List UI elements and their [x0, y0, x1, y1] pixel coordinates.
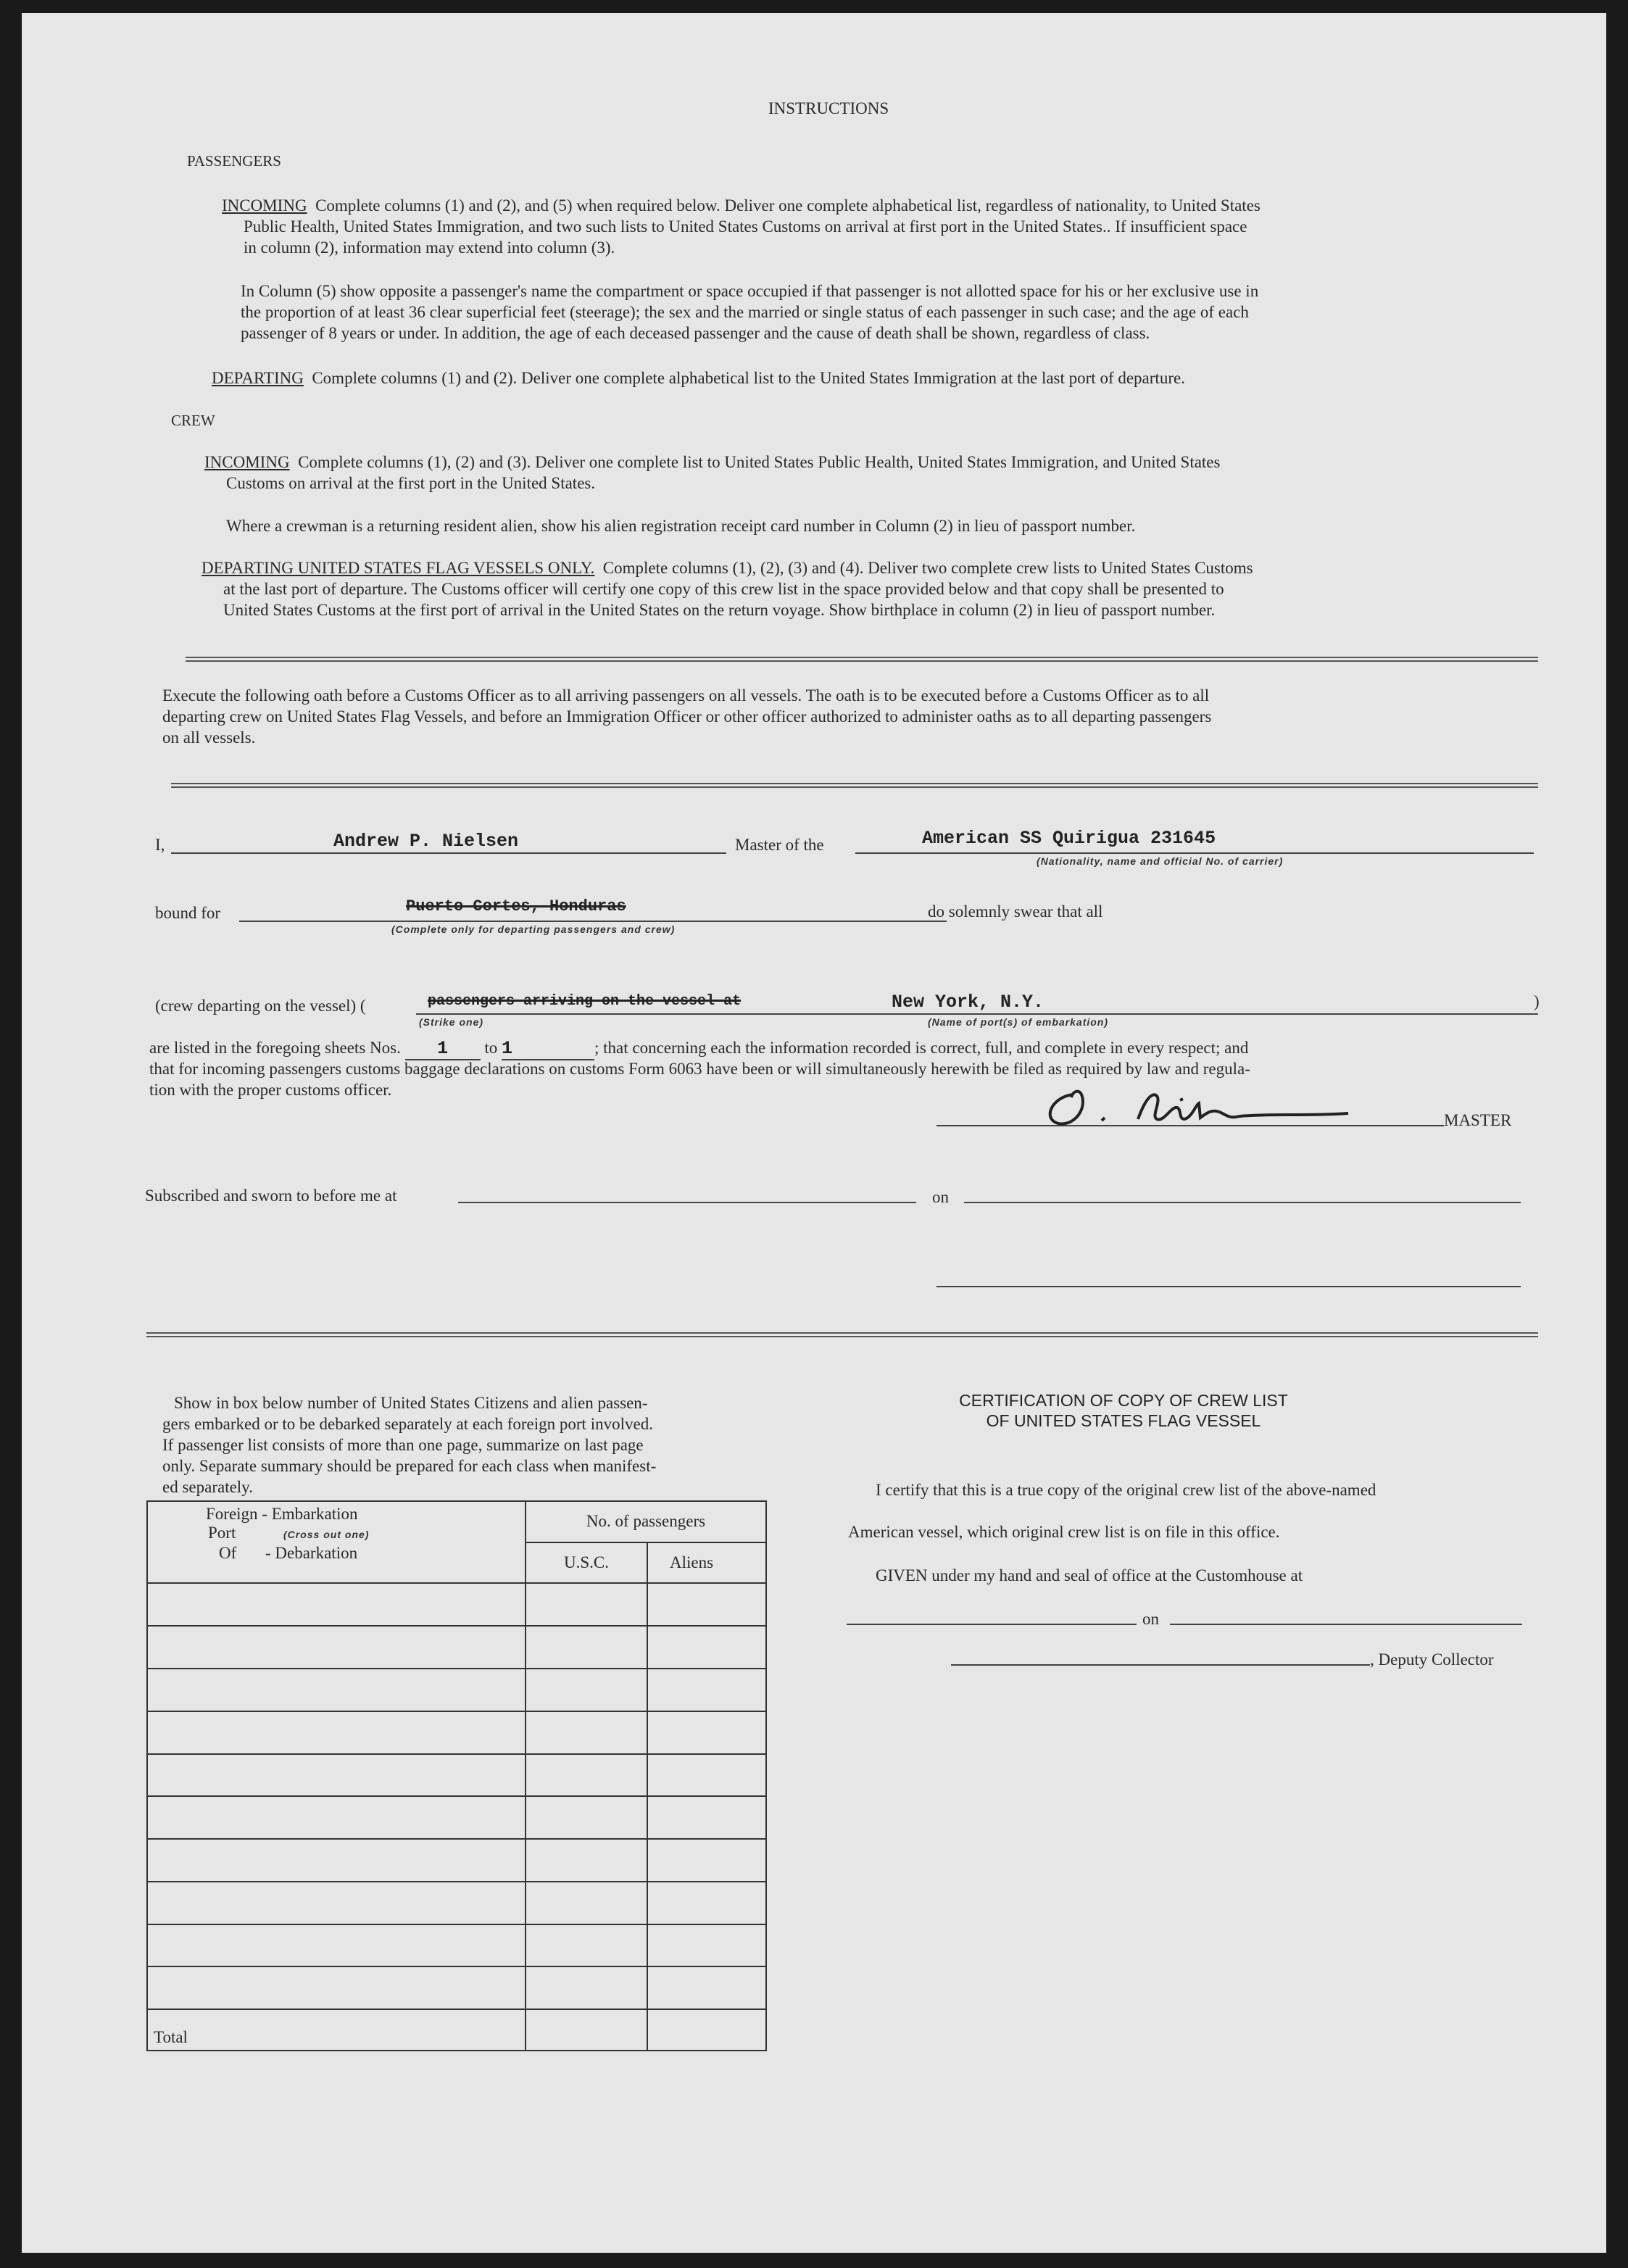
aliens-header: Aliens [647, 1542, 766, 1584]
debarkation-label: - Debarkation [265, 1544, 358, 1562]
subscribed-label: Subscribed and sworn to before me at [145, 1187, 397, 1205]
oath-intro-line2: departing crew on United States Flag Vessels, and before an Immigration Officer or other officer authorized to administer oaths as to all departing passengers [162, 707, 1212, 726]
section-divider [171, 783, 1538, 788]
sheet-from[interactable]: 1 [437, 1038, 449, 1059]
summary-line4: only. Separate summary should be prepared for each class when manifest- [162, 1457, 657, 1475]
foreign-port-header [147, 1501, 526, 1583]
oath-intro-line3: on all vessels. [162, 728, 256, 747]
port-caption: (Name of port(s) of embarkation) [928, 1016, 1109, 1028]
passenger-summary-table [146, 1500, 767, 2051]
sheet-to[interactable]: 1 [501, 1038, 512, 1059]
table-row [147, 1711, 766, 1754]
subscribed-on-label: on [932, 1188, 949, 1206]
table-row [147, 1882, 766, 1924]
oath-i-label: I, [155, 836, 165, 854]
crew-incoming-line1 [204, 452, 1220, 473]
master-name[interactable]: Andrew P. Nielsen [333, 831, 519, 852]
pass-departing-text: Complete columns (1) and (2). Deliver one complete alphabetical list to the United States Immigration at the last port of departure. [312, 369, 1185, 387]
to-label: to [484, 1039, 498, 1057]
column5-line2: the proportion of at least 36 clear superficial feet (steerage); the sex and the married or single status of each passenger in such case; and the age of each [241, 303, 1249, 321]
listed-line3: tion with the proper customs officer. [149, 1081, 392, 1099]
certify-date-line[interactable] [1170, 1624, 1522, 1625]
master-name-line [171, 852, 726, 854]
flag-text: Complete columns (1), (2), (3) and (4). Deliver two complete crew lists to United States Customs [602, 559, 1253, 577]
table-row [147, 1839, 766, 1882]
certify-line3: GIVEN under my hand and seal of office at the Customhouse at [876, 1566, 1303, 1584]
bound-for-caption: (Complete only for departing passengers and crew) [391, 923, 676, 935]
listed-label: are listed in the foregoing sheets Nos. [149, 1039, 401, 1057]
form-sheet [22, 13, 1606, 2253]
pass-departing-label: DEPARTING [212, 369, 304, 387]
certify-on-label: on [1142, 1610, 1159, 1628]
pass-departing-line [212, 368, 1185, 389]
bound-for-line [239, 921, 947, 922]
foreign-embarkation-label: Foreign - Embarkation [206, 1505, 358, 1523]
passengers-heading: PASSENGERS [187, 152, 281, 170]
summary-line3: If passenger list consists of more than one page, summarize on last page [162, 1436, 644, 1454]
crew-incoming-text: Complete columns (1), (2) and (3). Deliver one complete list to United States Public Health, United States Immigration, and United States [298, 453, 1221, 471]
crew-heading: CREW [171, 412, 215, 429]
close-paren: ) [1534, 992, 1540, 1010]
listed-line2: that for incoming passengers customs baggage declarations on customs Form 6063 have been or will simultaneously herewith be filed as required by law and regula- [149, 1060, 1250, 1078]
vessel-value[interactable]: American SS Quirigua 231645 [922, 828, 1216, 849]
listed-line1 [149, 1038, 1248, 1060]
bound-for-value[interactable]: Puerto Cortes, Honduras [406, 897, 626, 915]
flag-line1 [202, 558, 1253, 578]
section-divider [186, 657, 1538, 662]
no-passengers-header: No. of passengers [526, 1501, 766, 1542]
master-of-label: Master of the [735, 836, 824, 854]
column5-line1: In Column (5) show opposite a passenger's name the compartment or space occupied if that passenger is not allotted space for his or her exclusive use in [241, 282, 1259, 300]
table-row [147, 1583, 766, 1626]
table-row [147, 1626, 766, 1669]
total-label: Total [147, 2009, 526, 2051]
strike-caption: (Strike one) [419, 1016, 484, 1028]
table-row [147, 1669, 766, 1711]
deputy-signature-line[interactable] [951, 1664, 1370, 1666]
certification-title1: CERTIFICATION OF COPY OF CREW LIST [959, 1391, 1288, 1410]
summary-line5: ed separately. [162, 1478, 253, 1496]
crew-incoming-label: INCOMING [204, 453, 290, 471]
embarkation-port[interactable]: New York, N.Y. [892, 992, 1045, 1013]
deputy-collector-label: , Deputy Collector [1370, 1650, 1494, 1669]
pass-incoming-line3: in column (2), information may extend into column (3). [244, 238, 615, 257]
table-row [147, 1796, 766, 1839]
cross-out-caption: (Cross out one) [283, 1529, 370, 1540]
table-row [147, 1754, 766, 1797]
column5-line3: passenger of 8 years or under. In addition, the age of each deceased passenger and the cause of death shall be shown, regardless of class. [241, 324, 1150, 342]
crew-departing-label: (crew departing on the vessel) ( [155, 997, 366, 1015]
instructions-title: INSTRUCTIONS [768, 99, 889, 117]
flag-line3: United States Customs at the first port of arrival in the United States on the return voyage. Show birthplace in column (2) in lieu of passport number. [223, 601, 1216, 619]
embarkation-line [416, 1013, 1538, 1015]
crewman-text: Where a crewman is a returning resident alien, show his alien registration receipt card number in Column (2) in lieu of passport number. [226, 517, 1136, 535]
certify-line1: I certify that this is a true copy of the original crew list of the above-named [876, 1481, 1376, 1499]
table-row [147, 1966, 766, 2009]
certification-title [848, 1390, 1399, 1431]
vessel-caption: (Nationality, name and official No. of carrier) [1037, 855, 1284, 867]
strike-value[interactable]: passengers arriving on the vessel at [428, 993, 742, 1010]
table-row [147, 1924, 766, 1967]
pass-incoming-text: Complete columns (1) and (2), and (5) when required below. Deliver one complete alphabetical list, regardless of nationality, to United States [315, 196, 1261, 215]
summary-line2: gers embarked or to be debarked separately at each foreign port involved. [162, 1415, 653, 1433]
usc-header: U.S.C. [526, 1542, 647, 1584]
total-row [147, 2009, 766, 2051]
crew-incoming-line2: Customs on arrival at the first port in the United States. [226, 474, 596, 492]
master-signature [1029, 1084, 1363, 1135]
pass-incoming-line1 [222, 196, 1261, 216]
swear-text: do solemnly swear that all [928, 902, 1103, 921]
summary-line1: Show in box below number of United States Citizens and alien passen- [174, 1394, 648, 1412]
subscribed-date-line[interactable] [964, 1202, 1521, 1203]
flag-line2: at the last port of departure. The Customs officer will certify one copy of this crew list in the space provided below and that copy shall be presented to [223, 580, 1224, 598]
oath-intro-line1: Execute the following oath before a Customs Officer as to all arriving passengers on all vessels. The oath is to be executed before a Customs Officer as to all [162, 686, 1210, 705]
bound-for-label: bound for [155, 904, 221, 922]
pass-incoming-label: INCOMING [222, 196, 307, 215]
flag-label: DEPARTING UNITED STATES FLAG VESSELS ONLY. [202, 559, 595, 577]
certify-line2: American vessel, which original crew list is on file in this office. [848, 1523, 1280, 1541]
certification-title2: OF UNITED STATES FLAG VESSEL [986, 1411, 1261, 1430]
pass-incoming-line2: Public Health, United States Immigration, and two such lists to United States Customs on arrival at first port in the United States.. If insufficient space [244, 217, 1247, 236]
customhouse-line[interactable] [847, 1624, 1137, 1625]
vessel-line [855, 852, 1534, 854]
section-divider [146, 1332, 1538, 1337]
port-label: Port [208, 1524, 236, 1542]
listed-rest: ; that concerning each the information recorded is correct, full, and complete in every respect; and [594, 1039, 1249, 1057]
subscribed-place-line[interactable] [458, 1202, 916, 1203]
master-label: MASTER [1444, 1111, 1512, 1129]
of-label: Of [219, 1544, 237, 1562]
officer-signature-line[interactable] [936, 1286, 1521, 1287]
